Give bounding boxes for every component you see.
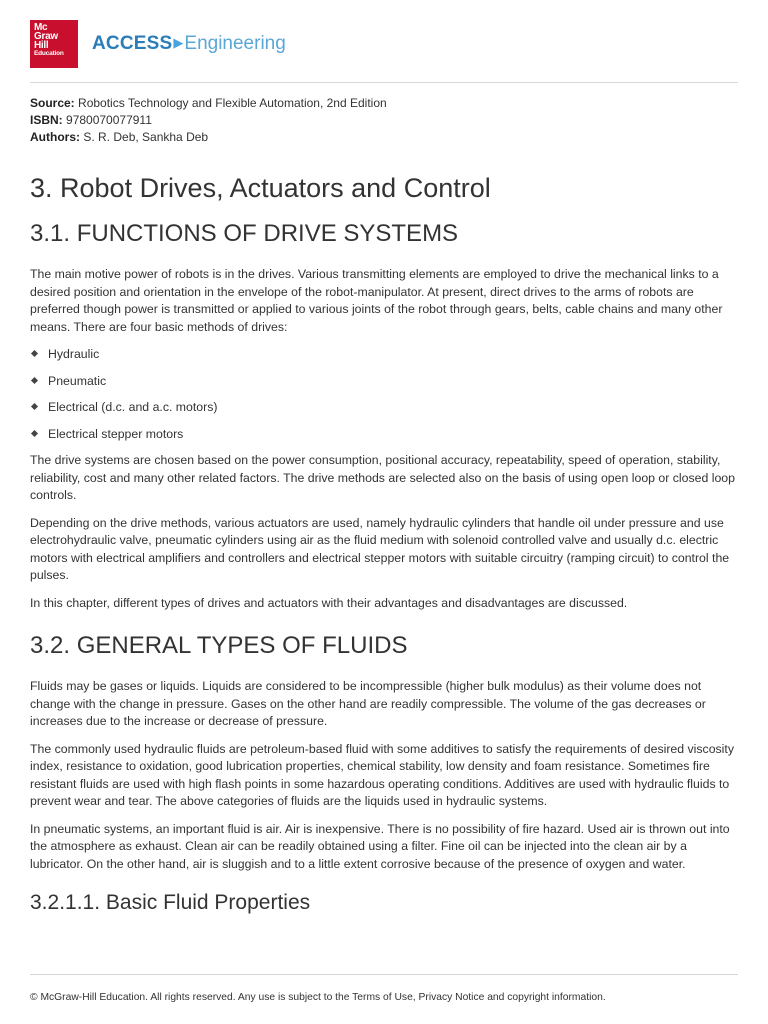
list-item: [30, 426, 742, 443]
section-heading: 3.1. FUNCTIONS OF DRIVE SYSTEMS: [30, 220, 459, 247]
logo-line: Mc: [34, 22, 48, 33]
paragraph: The main motive power of robots is in the drives. Various transmitting elements are employed to drive the mechanical links to a desired position and orientation in the envelope of the robot-manipulator. At present, direct drives to the arms of robots are preferred though power is transmitted or applied to various joints of the robot through gears, belts, cable chains and many other means. There are four basic methods of drives:: [30, 267, 723, 334]
logo-line: Education: [34, 50, 64, 57]
diamond-bullet-icon: [31, 376, 38, 383]
access-engineering-logo[interactable]: [92, 30, 286, 57]
list-item: [30, 373, 742, 390]
list-item: [30, 346, 742, 363]
brand-engineering: Engineering: [184, 33, 286, 54]
mcgraw-hill-logo[interactable]: [30, 20, 78, 68]
source-metadata: [30, 95, 387, 146]
authors-label: Authors:: [30, 130, 80, 144]
list-item-text: Electrical (d.c. and a.c. motors): [48, 400, 218, 414]
source-value: Robotics Technology and Flexible Automation, 2nd Edition: [78, 96, 387, 110]
paragraph: The drive systems are chosen based on the power consumption, positional accuracy, repeatability, speed of operation, stability, reliability, cost and many other related factors. The drive methods are selected also on the basis of using open loop or closed loop controls.: [30, 453, 735, 502]
paragraph: In pneumatic systems, an important fluid is air. Air is inexpensive. There is no possibility of fire hazard. Used air is thrown out into the atmosphere as exhaust. Clean air can be readily obtained using a filter. Fine oil can be injected into the clean air by a lubricator. On the other hand, air is sluggish and to a little extent corrosive because of the presence of oxygen and water.: [30, 821, 730, 871]
list-item: [30, 399, 742, 416]
diamond-bullet-icon: [31, 429, 38, 436]
copyright-footer: © McGraw-Hill Education. All rights reserved. Any use is subject to the Terms of Use, Privacy Notice and copyright information.: [30, 992, 606, 1003]
drive-methods-list: [30, 346, 742, 443]
isbn-label: ISBN:: [30, 113, 63, 127]
authors-line: [30, 129, 387, 146]
brand-access: ACCESS: [92, 33, 173, 54]
subsection-heading: 3.2.1.1. Basic Fluid Properties: [30, 891, 311, 914]
paragraph: The commonly used hydraulic fluids are petroleum-based fluid with some additives to satisfy the requirements of desired viscosity index, resistance to oxidation, good lubrication properties, chemical stability, low density and foam resistance. Sometimes fire resistant fluids are used with high flash points in some hazardous operating conditions. Additives are used with hydraulic fluids to prevent wear and tear. The above categories of fluids are the liquids used in hydraulic systems.: [30, 741, 734, 808]
list-item-text: Pneumatic: [48, 373, 107, 388]
source-label: Source:: [30, 96, 75, 110]
diamond-bullet-icon: [31, 403, 38, 410]
footer-divider: [30, 974, 738, 975]
list-item-text: Electrical stepper motors: [48, 426, 184, 441]
paragraph: In this chapter, different types of drives and actuators with their advantages and disadvantages are discussed.: [30, 595, 628, 610]
section-heading: 3.2. GENERAL TYPES OF FLUIDS: [30, 632, 408, 659]
header: [30, 20, 738, 68]
brand-arrow-icon: ▶: [173, 35, 184, 50]
header-divider: [30, 82, 738, 83]
isbn-value: 9780070077911: [66, 113, 152, 127]
logo-line: Graw: [34, 31, 58, 42]
authors-value: S. R. Deb, Sankha Deb: [83, 130, 209, 144]
isbn-line: [30, 112, 387, 129]
paragraph: Fluids may be gases or liquids. Liquids are considered to be incompressible (higher bulk modulus) as their volume does not change with the change in pressure. Gases on the other hand are readily compressible. The volume of the gas decreases or increases due to the increase or decrease of pressure.: [30, 679, 706, 728]
list-item-text: Hydraulic: [48, 347, 100, 361]
source-line: [30, 95, 387, 112]
chapter-title: 3. Robot Drives, Actuators and Control: [30, 173, 491, 203]
paragraph: Depending on the drive methods, various actuators are used, namely hydraulic cylinders that handle oil under pressure and use electrohydraulic valve, pneumatic cylinders using air as the fluid medium with solenoid controlled valve and usually d.c. electric motors with electrical amplifiers and controllers and electrical stepper motors with suitable circuitry (ramping circuit) to control the pulses.: [30, 515, 730, 582]
logo-line: Hill: [34, 40, 49, 51]
diamond-bullet-icon: [31, 350, 38, 357]
article-content: [30, 168, 742, 919]
